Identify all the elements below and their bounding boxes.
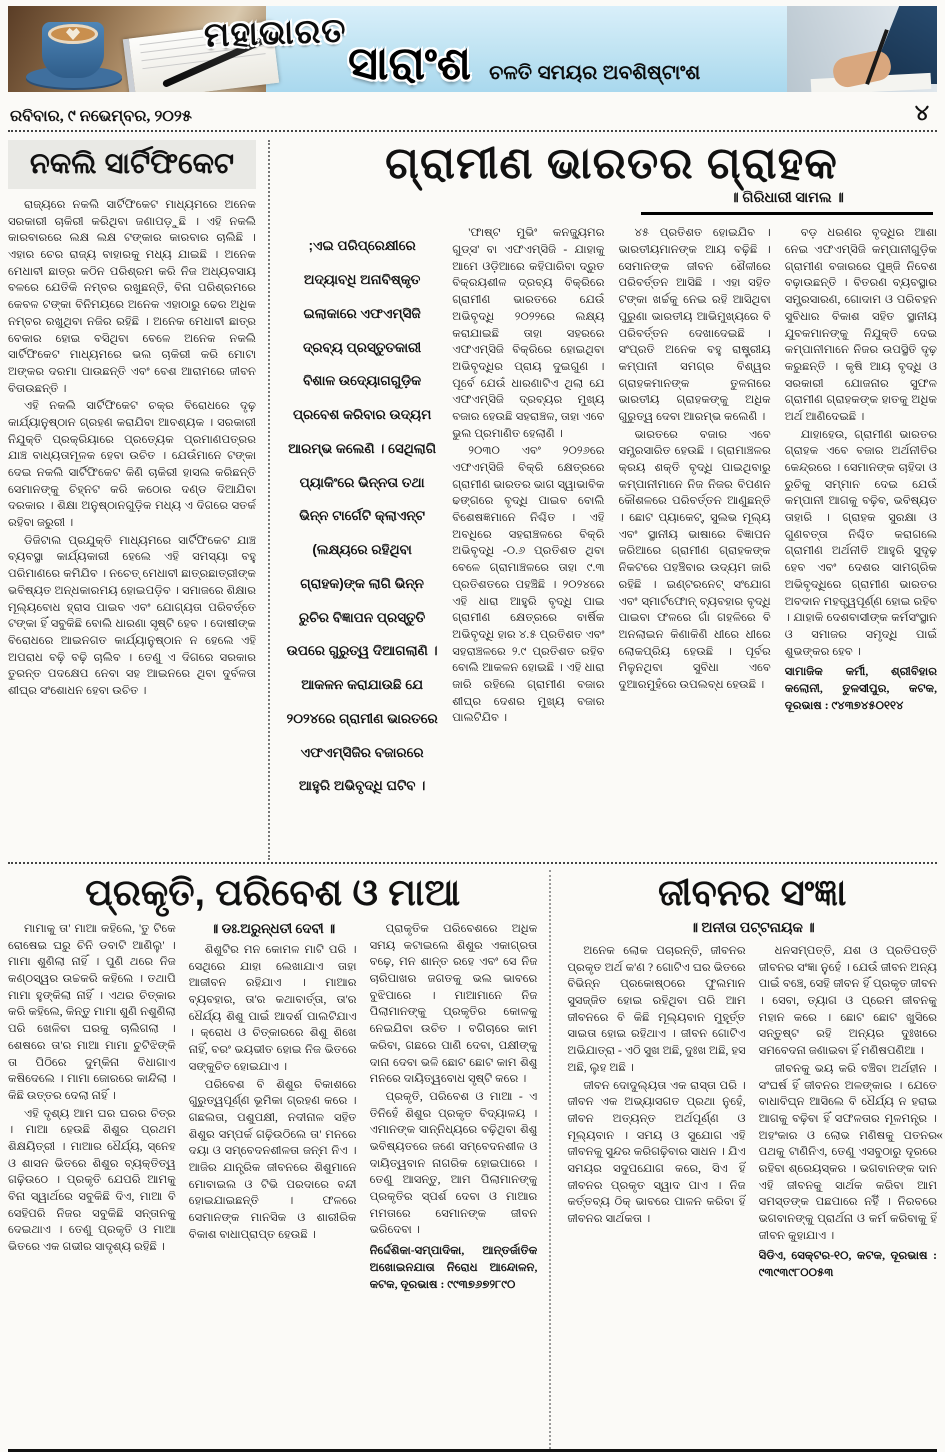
paragraph: ୪୫ ପ୍ରତିଶତ ହୋଇଯିବ । ଭାରତୀୟମାନଙ୍କ ଆୟ ବଢ଼ିଛି । ସେମାନଙ୍କ ଜୀବନ ଶୈଳୀରେ ପରିବର୍ତ୍ତନ ଆସିଛି । ଏହା ସହିତ ଟଙ୍କା ଖର୍ଚ୍ଚକୁ ନେଇ ରହି ଆସିଥିବା ପୁରୁଣା ଭାରତୀୟ ଆଭିମୁଖ୍ୟରେ ବି ପରିବର୍ତ୍ତନ ଦେଖାଦେଇଛି । ସଂପ୍ରତି ଅନେକ ବହୁ ରାଷ୍ଟ୍ରୀୟ କମ୍ପାନୀ ସମଗ୍ର ବିଶ୍ୱର ଗ୍ରାହକମାନଙ୍କ ତୁଳନାରେ ଭାରତୀୟ ଗ୍ରାହକଙ୍କୁ ଅଧିକ ଗୁରୁତ୍ୱ ଦେବା ଆରମ୍ଭ କଲେଣି ।: [618, 226, 771, 423]
article-column-3-text: [370, 921, 538, 1239]
article-column-1: [452, 225, 604, 843]
paragraph: ଜୀବନ ଦୋଦୁଲ୍ୟତା ଏକ ରାସ୍ତା ପରି । ଜୀବନ ଏକ ଅଭ୍ୟାସଗତ ପ୍ରଥା ନୁହେଁ, ଜୀବନ ଅତ୍ୟନ୍ତ ଅର୍ଥପୂର୍ଣ୍ଣ ଓ ମୂଲ୍ୟବାନ । ସମୟ ଓ ସୁଯୋଗ ଏହି ଜୀବନକୁ ସୁନ୍ଦର କରିଗଢ଼ିବାର ସାଧନ । ଯିଏ ସମୟର ସଦୁପଯୋଗ କରେ, ସିଏ ହିଁ ଜୀବନର ପ୍ରକୃତ ସ୍ୱାଦ ପାଏ । ନିଜ କର୍ତ୍ତବ୍ୟ ଠିକ୍ ଭାବରେ ପାଳନ କରିବା ହିଁ ଜୀବନର ସାର୍ଥକତା ।: [567, 1078, 746, 1225]
paragraph: ଏହି ଦୃଶ୍ୟ ଆମ ଘର ଘରର ଚିତ୍ର । ମାଆ ହେଉଛି ଶିଶୁର ପ୍ରଥମ ଶିକ୍ଷୟିତ୍ରୀ । ମାଆର ଧୈର୍ଯ୍ୟ, ସ୍ନେହ ଓ ଶାସନ ଭିତରେ ଶିଶୁର ବ୍ୟକ୍ତିତ୍ୱ ଗଢ଼ିଉଠେ । ପ୍ରକୃତି ଯେପରି ଆମକୁ ବିନା ସ୍ୱାର୍ଥରେ ସବୁକିଛି ଦିଏ, ମାଆ ବି ସେହିପରି ନିଜର ସବୁକିଛି ସନ୍ତାନକୁ ଦେଇଥାଏ । ତେଣୁ ପ୍ରକୃତି ଓ ମାଆ ଭିତରେ ଏକ ଗଭୀର ସାଦୃଶ୍ୟ ରହିଛି ।: [8, 1106, 176, 1254]
paragraph: ଅନେକ ଲୋକ ପଚାରନ୍ତି, ଜୀବନର ପ୍ରକୃତ ଅର୍ଥ କ'ଣ ? ଗୋଟିଏ ଘର ଭିତରେ ବିଭିନ୍ନ ପ୍ରକୋଷ୍ଠରେ ଫୁଲମାନ ସୁସଜ୍ଜିତ ହୋଇ ରହିଥିବା ପରି ଆମ ଜୀବନରେ ବି କିଛି ମୂଲ୍ୟବାନ ମୁହୂର୍ତ୍ତ ସାଇତା ହୋଇ ରହିଥାଏ । ଜୀବନ ଗୋଟିଏ ଅଭିଯାତ୍ରା - ଏଠି ସୁଖ ଅଛି, ଦୁଃଖ ଅଛି, ହସ ଅଛି, ଲୁହ ଅଛି ।: [567, 944, 746, 1074]
author-signature: ସିଡିଏ, ସେକ୍ଟର-୧୦, କଟକ, ଦୂରଭାଷ : ୯୩୯୩୯୮୦୦୫୩: [758, 1249, 937, 1280]
paragraph: ଏହି ନକଲି ସାର୍ଟିଫିକେଟ ଚକ୍ର ବିରୋଧରେ ଦୃଢ଼ କାର୍ଯ୍ୟାନୁଷ୍ଠାନ ଗ୍ରହଣ କରାଯିବା ଆବଶ୍ୟକ । ସରକାରୀ ନିଯୁକ୍ତି ପ୍ରକ୍ରିୟାରେ ପ୍ରତ୍ୟେକ ପ୍ରମାଣପତ୍ରର ଯାଞ୍ଚ ବାଧ୍ୟତାମୂଳକ ହେବା ଉଚିତ । ଯେଉଁମାନେ ଟଙ୍କା ଦେଇ ନକଲି ସାର୍ଟିଫିକେଟ କିଣି ଚାକିରୀ ହାସଲ କରିଛନ୍ତି ସେମାନଙ୍କୁ ଚିହ୍ନଟ କରି କଠୋର ଦଣ୍ଡ ଦିଆଯିବା ଦରକାର । ଶିକ୍ଷା ଅନୁଷ୍ଠାନଗୁଡ଼ିକ ମଧ୍ୟ ଏ ଦିଗରେ ସତର୍କ ରହିବା ଜରୁରୀ ।: [8, 399, 256, 530]
article-column-2: [189, 921, 357, 1413]
article-body: [8, 197, 256, 701]
article-fake-certificate: [8, 140, 270, 860]
paragraph: ଜୀବନକୁ ଭୟ କରି ବଞ୍ଚିବା ଅର୍ଥହୀନ । ସଂଘର୍ଷ ହିଁ ଜୀବନର ଅଳଙ୍କାର । ଯେତେ ବାଧାବିଘ୍ନ ଆସିଲେ ବି ଧୈର୍ଯ୍ୟ ନ ହରାଇ ଆଗକୁ ବଢ଼ିବା ହିଁ ସଫଳତାର ମୂଳମନ୍ତ୍ର । ଅହଂକାର ଓ ଲୋଭ ମଣିଷକୁ ପତନର ପଥକୁ ଟାଣିନିଏ, ତେଣୁ ଏସବୁଠାରୁ ଦୂରରେ ରହିବା ଶ୍ରେୟସ୍କର । ଭଗବାନଙ୍କ ଦାନ ଏହି ଜୀବନକୁ ସାର୍ଥକ କରିବା ଆମ ସମସ୍ତଙ୍କ ପଛପାରେ ନର୍ହିଁ । ନିରବରେ ଭଗବାନଙ୍କୁ ପ୍ରାର୍ଥନା ଓ କର୍ମ କରିବାକୁ ହିଁ ଜୀବନ କୁହାଯାଏ ।: [758, 1061, 937, 1242]
article-headline: ଗ୍ରାମୀଣ ଭାରତର ଗ୍ରାହକ: [385, 140, 838, 188]
margin-mark: «: [936, 1128, 943, 1143]
article-column-2-text: [189, 942, 357, 1243]
paragraph: ପ୍ରକୃତି, ପରିବେଶ ଓ ମାଆ - ଏ ତିନିହେଁ ଶିଶୁର ପ୍ରକୃତ ବିଦ୍ୟାଳୟ । ଏମାନଙ୍କ ସାନ୍ନିଧ୍ୟରେ ବଢ଼ିଥିବା ଶିଶୁ ଭବିଷ୍ୟତରେ ଜଣେ ସମ୍ବେଦନଶୀଳ ଓ ଦାୟିତ୍ୱବାନ ନାଗରିକ ହୋଇପାରେ । ତେଣୁ ଆସନ୍ତୁ, ଆମ ପିଲାମାନଙ୍କୁ ପ୍ରକୃତିର ସ୍ପର୍ଶ ଦେବା ଓ ମାଆର ମମତାରେ ସେମାନଙ୍କ ଜୀବନ ଭରିଦେବା ।: [369, 1089, 538, 1237]
article-column-2-text: [759, 943, 937, 1244]
hand-writing-photo: [787, 6, 937, 92]
article-nature-environment-mother: [8, 870, 551, 1449]
article-headline: ନକଲି ସାର୍ଟିଫିକେଟ: [8, 140, 256, 189]
article-column-3: [785, 225, 937, 843]
newspaper-logo: ମହାଭାରତ: [203, 11, 348, 55]
paragraph: ଯାହାହେଉ, ଗ୍ରାମୀଣ ଭାରତର ଗ୍ରାହକ ଏବେ ବଜାର ଅର୍ଥନୀତିର କେନ୍ଦ୍ରରେ । ସେମାନଙ୍କ ଚାହିଦା ଓ ରୁଚିକୁ ସମ୍ମାନ ଦେଇ ଯେଉଁ କମ୍ପାନୀ ଆଗକୁ ବଢ଼ିବ, ଭବିଷ୍ୟତ ତାହାରି । ଗ୍ରାହକ ସୁରକ୍ଷା ଓ ଗୁଣବତ୍ତା ନିଶ୍ଚିତ କରାଗଲେ ଗ୍ରାମୀଣ ଅର୍ଥନୀତି ଆହୁରି ସୁଦୃଢ଼ ହେବ ଏବଂ ଦେଶର ସାମଗ୍ରିକ ଅଭିବୃଦ୍ଧିରେ ଗ୍ରାମୀଣ ଭାରତର ଅବଦାନ ମହତ୍ତ୍ୱପୂର୍ଣ୍ଣ ହୋଇ ରହିବ । ଯାହାକି ଦେଶବାସୀଙ୍କ କର୍ମସଂସ୍ଥାନ ଓ ସମାଜର ସମୃଦ୍ଧି ପାଇଁ ଶୁଭଙ୍କର ହେବ ।: [784, 427, 937, 658]
article-byline: ॥ ଗିରିଧାରୀ ସାମଲ ॥: [641, 190, 933, 215]
author-signature: ନିର୍ଦ୍ଦେଶିକା-ସମ୍ପାଦିକା, ଆନ୍ତର୍ଜାତିକ ଅଖୋଇନଯାତା ନିରୋଧ ଆନ୍ଦୋଳନ, କଟକ, ଦୂରଭାଷ : ୯୯୩୭୬୭୨୮୯୦: [369, 1244, 538, 1291]
paragraph: ଭାରତରେ ବଜାର ଏବେ ସମ୍ପ୍ରସାରିତ ହେଉଛି । ଗ୍ରାମାଞ୍ଚଳର କ୍ରୟ ଶକ୍ତି ବୃଦ୍ଧି ପାଇଥିବାରୁ କମ୍ପାନୀମାନେ ନିଜ ନିଜର ବିପଣନ କୌଶଳରେ ପରିବର୍ତ୍ତନ ଆଣୁଛନ୍ତି । ଛୋଟ ପ୍ୟାକେଟ୍, ସୁଲଭ ମୂଲ୍ୟ ଏବଂ ସ୍ଥାନୀୟ ଭାଷାରେ ବିଜ୍ଞାପନ ଜରିଆରେ ଗ୍ରାମୀଣ ଗ୍ରାହକଙ୍କ ନିକଟରେ ପହଞ୍ଚିବାର ଉଦ୍ୟମ ଜାରି ରହିଛି । ଇଣ୍ଟରନେଟ୍ ସଂଯୋଗ ଏବଂ ସ୍ମାର୍ଟଫୋନ୍ ବ୍ୟବହାର ବୃଦ୍ଧି ପାଇବା ଫଳରେ ଗାଁ ଗହଳିରେ ବି ଅନଲାଇନ କିଣାକିଣି ଧୀରେ ଧୀରେ ଲୋକପ୍ରିୟ ହେଉଛି । ପୂର୍ବର ମିଳୁନଥିବା ସୁବିଧା ଏବେ ଦୁଆରମୁହଁରେ ଉପଲବ୍ଧ ହେଉଛି ।: [618, 427, 771, 691]
paragraph: ଧନସମ୍ପତ୍ତି, ଯଶ ଓ ପ୍ରତିପତ୍ତି ଜୀବନର ସଂଜ୍ଞା ନୁହେଁ । ଯେଉଁ ଜୀବନ ଅନ୍ୟ ପାଇଁ ବଞ୍ଚେ, ସେହି ଜୀବନ ହିଁ ପ୍ରକୃତ ଜୀବନ । ସେବା, ତ୍ୟାଗ ଓ ପ୍ରେମ ଜୀବନକୁ ମହାନ କରେ । ଛୋଟ ଛୋଟ ଖୁସିରେ ସନ୍ତୁଷ୍ଟ ରହି ଅନ୍ୟର ଦୁଃଖରେ ସମବେଦନା ଜଣାଇବା ହିଁ ମଣିଷପଣିଆ ।: [758, 944, 937, 1058]
article-column-1: [567, 943, 745, 1411]
paragraph: ପରିବେଶ ବି ଶିଶୁର ବିକାଶରେ ଗୁରୁତ୍ୱପୂର୍ଣ୍ଣ ଭୂମିକା ଗ୍ରହଣ କରେ । ଗଛଲତା, ପଶୁପକ୍ଷୀ, ନଦୀନାଳ ସହିତ ଶିଶୁର ସମ୍ପର୍କ ଗଢ଼ିଉଠିଲେ ତା' ମନରେ ଦୟା ଓ ସମ୍ବେଦନଶୀଳତା ଜନ୍ମ ନିଏ । ଆଜିର ଯାନ୍ତ୍ରିକ ଜୀବନରେ ଶିଶୁମାନେ ମୋବାଇଲ ଓ ଟିଭି ପରଦାରେ ବନ୍ଦୀ ହୋଇଯାଇଛନ୍ତି । ଫଳରେ ସେମାନଙ୍କ ମାନସିକ ଓ ଶାରୀରିକ ବିକାଶ ବାଧାପ୍ରାପ୍ତ ହେଉଛି ।: [188, 1077, 357, 1241]
paragraph: ଶିଶୁଟିର ମନ କୋମଳ ମାଟି ପରି । ସେଥିରେ ଯାହା ଲେଖାଯାଏ ତାହା ଆଜୀବନ ରହିଯାଏ । ମାଆର ବ୍ୟବହାର, ତା'ର କଥାବାର୍ତ୍ତା, ତା'ର ଧୈର୍ଯ୍ୟ ଶିଶୁ ପାଇଁ ଆଦର୍ଶ ପାଲଟିଯାଏ । କ୍ରୋଧ ଓ ଚିତ୍କାରରେ ଶିଶୁ ଶିଖେ ନାହିଁ, ବରଂ ଭୟଭୀତ ହୋଇ ନିଜ ଭିତରେ ସଙ୍କୁଚିତ ହୋଇଯାଏ ।: [188, 943, 357, 1073]
article-column-1: [8, 921, 176, 1413]
paragraph: ମାମାକୁ ତା' ମାଆ କହିଲେ, 'ତୁ ଟିକେ ରୋଷେଇ ଘରୁ ଚିନି ଡବାଟି ଆଣିଲୁ' । ମାମା ଶୁଣିଲା ନାହିଁ । ପୁଣି ଥରେ ନିଜ କଣ୍ଠସ୍ୱର ଉଚ୍ଚକରି କହିଲେ । ତଥାପି ମାମା ହୁଙ୍କିଲା ନାହିଁ । ଏଥର ଚିତ୍କାର କରି କହିଲେ, କିନ୍ତୁ ମାମା ଶୁଣି ନଶୁଣିଲା ପରି ଖେଳିବା ଘରକୁ ଚାଲିଗଲା । ଶେଷରେ ତା'ର ମାଆ ମାମା ଚୁଟିଝିଙ୍କି ତା ପିଠିରେ ଦୁମ୍‌କିନା ବିଧାଗାଏ କଷିଦେଲେ । ମାମା ଜୋରରେ କାନ୍ଦିଲା । କିଛି ଉତ୍ତର ଦେଲା ନାହିଁ ।: [8, 922, 176, 1102]
article-definition-of-life: [567, 870, 937, 1449]
article-headline: ପ୍ରକୃତି, ପରିବେଶ ଓ ମାଆ: [85, 872, 461, 913]
paragraph: 'ଫାଷ୍ଟ ମୁଭିଂ କନଜ୍ୟୁମର ଗୁଡ୍‌ସ' ବା ଏଫଏମ୍‌ସିଜି - ଯାହାକୁ ଆମେ ଓଡ଼ିଆରେ କହିପାରିବା ଦ୍ରୁତ ବିକ୍ରୟଶୀଳ ଦ୍ରବ୍ୟ ବିକ୍ରିରେ ଗ୍ରାମୀଣ ଭାରତରେ ଯେଉଁ ଅଭିବୃଦ୍ଧି ୨୦୨୨ରେ ଲକ୍ଷ୍ୟ କରାଯାଇଛି ତାହା ସହରରେ ଏଫଏମ୍‌ସିଜି ବିକ୍ରିରେ ହୋଇଥିବା ଅଭିବୃଦ୍ଧିର ପ୍ରାୟ ଦୁଇଗୁଣ । ପୂର୍ବେ ଯେଉଁ ଧାରଣାଟିଏ ଥିଲା ଯେ ଏଫଏମ୍‌ସିଜି ଦ୍ରବ୍ୟର ମୁଖ୍ୟ ବଜାର ହେଉଛି ସହରାଞ୍ଚଳ, ତାହା ଏବେ ଭୁଲ ପ୍ରମାଣିତ ହେଲାଣି ।: [452, 226, 605, 440]
section-subtitle: ଚଳତି ସମୟର ଅବଶିଷ୍ଟାଂଶ: [489, 62, 701, 84]
paragraph: ବଡ଼ ଧରଣର ବୃଦ୍ଧିର ଆଶା ନେଇ ଏଫଏମ୍‌ସିଜି କମ୍ପାନୀଗୁଡ଼ିକ ଗ୍ରାମୀଣ ବଜାରରେ ପୁଞ୍ଜି ନିବେଶ ବଢ଼ାଉଛନ୍ତି । ବିତରଣ ବ୍ୟବସ୍ଥାର ସମ୍ପ୍ରସାରଣ, ଗୋଦାମ ଓ ପରିବହନ ସୁବିଧାର ବିକାଶ ସହିତ ସ୍ଥାନୀୟ ଯୁବକମାନଙ୍କୁ ନିଯୁକ୍ତି ଦେଇ କମ୍ପାନୀମାନେ ନିଜର ଉପସ୍ଥିତି ଦୃଢ଼ କରୁଛନ୍ତି । କୃଷି ଆୟ ବୃଦ୍ଧି ଓ ସରକାରୀ ଯୋଜନାର ସୁଫଳ ଗ୍ରାମୀଣ ଗ୍ରାହକଙ୍କ ହାତକୁ ଅଧିକ ଅର୍ଥ ଆଣିଦେଇଛି ।: [784, 226, 937, 423]
article-column-2: [759, 943, 937, 1411]
paragraph: ପ୍ରାକୃତିକ ପରିବେଶରେ ଅଧିକ ସମୟ କଟାଇଲେ ଶିଶୁର ଏକାଗ୍ରତା ବଢ଼େ, ମନ ଶାନ୍ତ ରହେ ଏବଂ ସେ ନିଜ ଚାରିପାଖର ଜଗତକୁ ଭଲ ଭାବରେ ବୁଝିପାରେ । ମାଆମାନେ ନିଜ ପିଲାମାନଙ୍କୁ ପ୍ରକୃତିର କୋଳକୁ ନେଇଯିବା ଉଚିତ । ବଗିଚାରେ କାମ କରିବା, ଗଛରେ ପାଣି ଦେବା, ପକ୍ଷୀଙ୍କୁ ଦାନା ଦେବା ଭଳି ଛୋଟ ଛୋଟ କାମ ଶିଶୁ ମନରେ ଦାୟିତ୍ୱବୋଧ ସୃଷ୍ଟି କରେ ।: [369, 922, 538, 1086]
article-column-3-text: [785, 225, 937, 660]
page-number: ୪: [914, 100, 929, 125]
section-title: ସାରାଂଶ: [348, 37, 472, 89]
dateline-row: [8, 92, 937, 132]
masthead-banner: [8, 6, 937, 92]
author-signature: ସାମାଜିକ କର୍ମୀ, ଶ୍ରୀବିହାର କଲୋନୀ, ତୁଳସୀପୁର, କଟକ, ଦୂରଭାଷ : ୯୪୩୭୪୫୦୧୧୪: [784, 665, 937, 712]
article-rural-consumer: [286, 140, 937, 860]
paragraph: ଡିଜିଟାଲ ପ୍ରଯୁକ୍ତି ମାଧ୍ୟମରେ ସାର୍ଟିଫିକେଟ ଯାଞ୍ଚ ବ୍ୟବସ୍ଥା କାର୍ଯ୍ୟକାରୀ ହେଲେ ଏହି ସମସ୍ୟା ବହୁ ପରିମାଣରେ କମିଯିବ । ନଚେତ୍ ମେଧାବୀ ଛାତ୍ରଛାତ୍ରୀଙ୍କ ଭବିଷ୍ୟତ ଅନ୍ଧକାରମୟ ହୋଇପଡ଼ିବ । ସମାଜରେ ଶିକ୍ଷାର ମୂଲ୍ୟବୋଧ ହ୍ରାସ ପାଇବ ଏବଂ ଯୋଗ୍ୟତା ପରିବର୍ତ୍ତେ ଟଙ୍କା ହିଁ ସବୁକିଛି ବୋଲି ଧାରଣା ସୃଷ୍ଟି ହେବ । ଦୋଷୀଙ୍କ ବିରୋଧରେ ଆଇନଗତ କାର୍ଯ୍ୟାନୁଷ୍ଠାନ ନ ହେଲେ ଏହି ଅପରାଧ ବଢ଼ି ବଢ଼ି ଚାଲିବ । ତେଣୁ ଏ ଦିଗରେ ସରକାର ତୁରନ୍ତ ପଦକ୍ଷେପ ନେବା ସହ ଆଇନରେ ଥିବା ଦୁର୍ବଳତା ଶୀଘ୍ର ସଂଶୋଧନ ହେବା ଉଚିତ ।: [8, 533, 256, 697]
article-headline: ଜୀବନର ସଂଜ୍ଞା: [657, 872, 847, 913]
article-byline: ॥ ଅନୀତା ପଟ୍ଟନାୟକ ॥: [689, 921, 815, 936]
article-byline: ॥ ଡଃ.ଅରୁନ୍ଧତୀ ଦେବୀ ॥: [210, 921, 336, 936]
pull-quote: ;ଏଇ ପରିପ୍ରେକ୍ଷୀରେ ଅଦ୍ୟାବଧି ଅନାବିଷ୍କୃତ ଇଲାକାରେ ଏଫଏମ୍‌ସିଜି ଦ୍ରବ୍ୟ ପ୍ରସ୍ତୁତକାରୀ ବିଶାଳ ଉଦ୍ୟୋଗଗୁଡ଼ିକ ପ୍ରବେଶ କରିବାର ଉଦ୍ୟମ ଆରମ୍ଭ କଲେଣି । ସେଥିଲାଗି ପ୍ୟାକିଂରେ ଭିନ୍ନତା ତଥା ଭିନ୍ନ ଟାର୍ଗେଟି କ୍ଲାଏନ୍ଟ (ଲକ୍ଷ୍ୟରେ ରହିଥିବା ଗ୍ରାହକ)ଙ୍କ ଲାଗି ଭିନ୍ନ ରୁଚିର ବିଜ୍ଞାପନ ପ୍ରସ୍ତୁତି ଉପରେ ଗୁରୁତ୍ୱ ଦିଆଗଲାଣି । ଆକଳନ କରାଯାଉଛି ଯେ ୨୦୨୪ରେ ଗ୍ରାମୀଣ ଭାରତରେ ଏଫଏମ୍‌ସିଜିର ବଜାରରେ ଆହୁରି ଅଭିବୃଦ୍ଧି ଘଟିବ ।: [286, 238, 438, 794]
article-column-3: [370, 921, 538, 1413]
paragraph: ରାଜ୍ୟରେ ନକଲି ସାର୍ଟିଫିକେଟ ମାଧ୍ୟମରେ ଅନେକ ସରକାରୀ ଚାକିରୀ କରିଥିବା ଜଣାପଡ଼ୁଛି । ଏହି ନକଲି କାରବାରରେ ଲକ୍ଷ ଲକ୍ଷ ଟଙ୍କାର କାରବାର ଚାଲିଛି । ଏହାର ଚେର ରାଜ୍ୟ ବାହାରକୁ ମଧ୍ୟ ଯାଇଛି । ଅନେକ ମେଧାବୀ ଛାତ୍ର କଠିନ ପରିଶ୍ରମ କରି ନିଜ ଅଧ୍ୟବସାୟ ବଳରେ ଯେତିକି ନମ୍ବର ରଖୁଛନ୍ତି, ବିନା ପରିଶ୍ରମରେ କେବଳ ଟଙ୍କା ବିନିମୟରେ ଅନେକ ଏହାଠାରୁ ଢେର ଅଧିକ ନମ୍ବର ରଖୁଥିବା ନଜିର ରହିଛି । ଅନେକ ମେଧାବୀ ଛାତ୍ର ବେକାର ହୋଇ ବସିଥିବା ବେଳେ ଅନେକ ନକଲି ସାର୍ଟିଫିକେଟ ମାଧ୍ୟମରେ ଭଲ ଚାକିରୀ କରି ମୋଟା ଅଙ୍କର ଦରମା ପାଉଛନ୍ତି ଏବଂ ବେଶ ଆରାମରେ ଜୀବନ ବିତାଉଛନ୍ତି ।: [8, 198, 256, 395]
paragraph: ୨୦୩୦ ଏବଂ ୨୦୨୬ରେ ଏଫଏମ୍‌ସିଜି ବିକ୍ରି କ୍ଷେତ୍ରରେ ଗ୍ରାମୀଣ ଭାରତର ଭାଗ ସ୍ୱାଭାବିକ ଢଙ୍ଗରେ ବୃଦ୍ଧି ପାଇବ ବୋଲି ବିଶେଷଜ୍ଞମାନେ ନିଶ୍ଚିତ । ଏହି ଅବଧିରେ ସହରାଞ୍ଚଳରେ ବିକ୍ରି ଅଭିବୃଦ୍ଧି -୦.୬ ପ୍ରତିଶତ ଥିବା ବେଳେ ଗ୍ରାମାଞ୍ଚଳରେ ତାହା ୯.୩ ପ୍ରତିଶତରେ ପହଞ୍ଚିଛି । ୨୦୨୪ରେ ଏହି ଧାରା ଆହୁରି ବୃଦ୍ଧି ପାଇ ଗ୍ରାମୀଣ କ୍ଷେତ୍ରରେ ବାର୍ଷିକ ଅଭିବୃଦ୍ଧି ହାର ୪.୫ ପ୍ରତିଶତ ଏବଂ ସହରାଞ୍ଚଳରେ ୨.୯ ପ୍ରତିଶତ ରହିବ ବୋଲି ଆକଳନ ହୋଇଛି । ଏହି ଧାରା ଜାରି ରହିଲେ ଗ୍ରାମୀଣ ବଜାର ଶୀଘ୍ର ଦେଶର ମୁଖ୍ୟ ବଜାର ପାଲଟିଯିବ ।: [452, 444, 605, 725]
bottom-section: [8, 864, 937, 1452]
top-section: [8, 132, 937, 860]
article-column-2: [619, 225, 771, 843]
date-text: ରବିବାର, ୯ ନଭେମ୍ବର, ୨୦୨୫: [10, 108, 192, 125]
